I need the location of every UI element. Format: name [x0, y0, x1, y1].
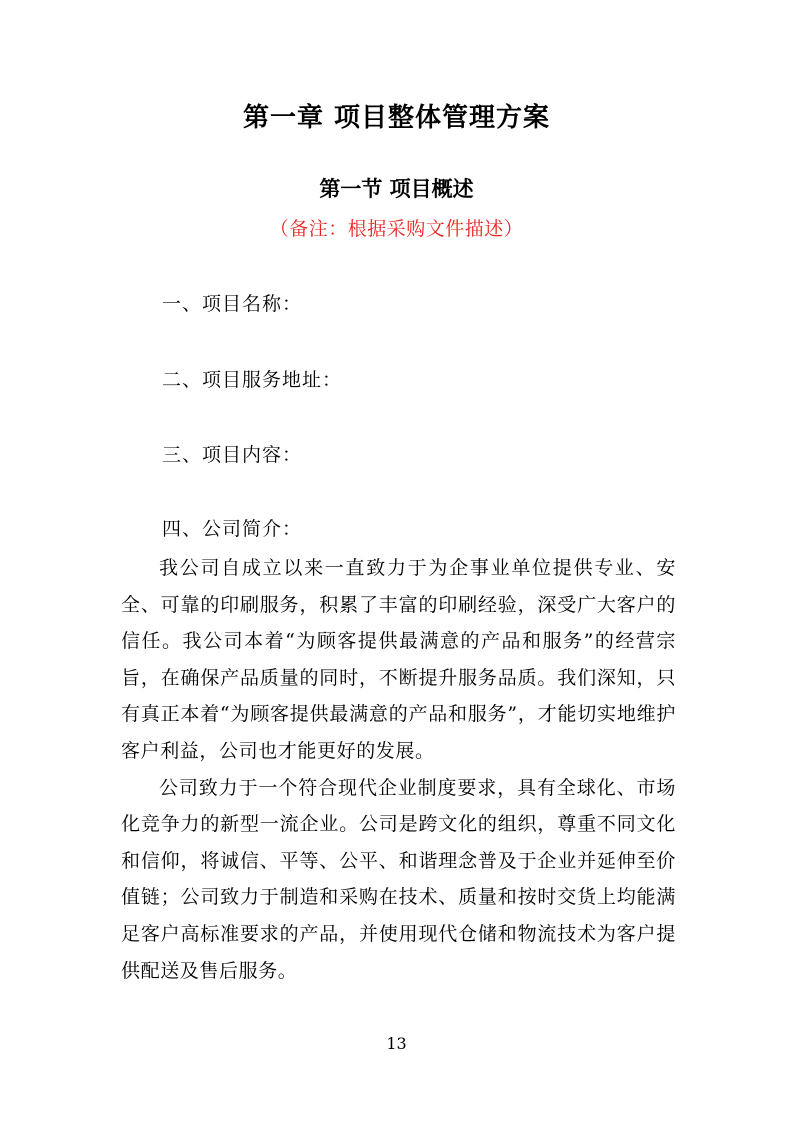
chapter-title: 第一章 项目整体管理方案 [242, 103, 551, 133]
page-number: 13 [386, 1034, 407, 1053]
service-address-label: 二、项目服务地址： [162, 369, 343, 391]
section-title: 第一节 项目概述 [319, 177, 474, 201]
project-content-label: 三、项目内容： [162, 444, 303, 466]
procurement-note: （备注：根据采购文件描述） [269, 218, 524, 240]
company-intro-body [121, 550, 676, 989]
company-intro-label: 四、公司简介： [162, 518, 303, 540]
intro-paragraph-1: 我公司自成立以来一直致力于为企事业单位提供专业、安全、可靠的印刷服务，积累了丰富的印刷经验，深受广大客户的信任。我公司本着“为顾客提供最满意的产品和服务”的经营宗旨，在确保产品质量的同时，不断提升服务品质。我们深知，只有真正本着“为顾客提供最满意的产品和服务”，才能切实地维护客户利益，公司也才能更好的发展。 [121, 557, 676, 762]
intro-paragraph-2: 公司致力于一个符合现代企业制度要求，具有全球化、市场化竞争力的新型一流企业。公司是跨文化的组织，尊重不同文化和信仰，将诚信、平等、公平、和谐理念普及于企业并延伸至价值链；公司致力于制造和采购在技术、质量和按时交货上均能满足客户高标准要求的产品，并使用现代仓储和物流技术为客户提供配送及售后服务。 [121, 776, 676, 982]
project-name-label: 一、项目名称： [162, 293, 303, 315]
